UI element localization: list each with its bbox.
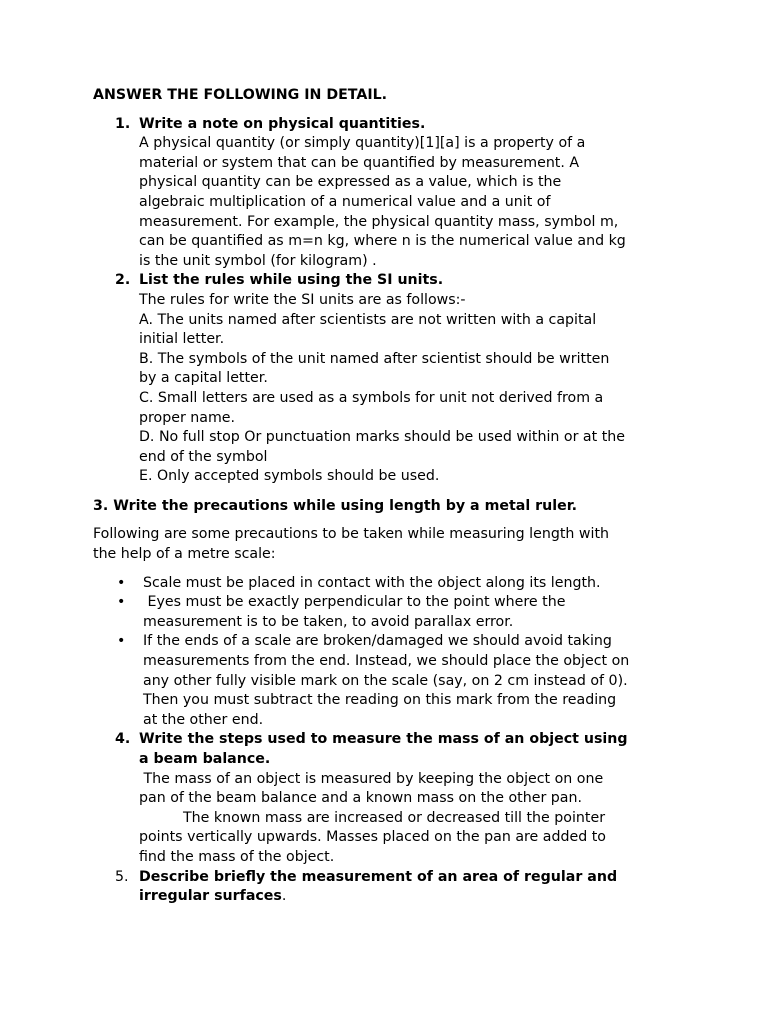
answer-line: A. The units named after scientists are not written with a capital [139, 311, 597, 328]
question-number: 1. [115, 115, 131, 132]
bullet-icon: • [117, 574, 126, 591]
answer-line: The mass of an object is measured by keeping the object on one [139, 770, 604, 787]
answer-line: D. No full stop Or punctuation marks should be used within or at the [139, 429, 625, 446]
answer-line: initial letter. [139, 331, 225, 348]
answer-line: measurement. For example, the physical quantity mass, symbol m, [139, 213, 619, 230]
precaution-list [93, 574, 683, 731]
question-title: List the rules while using the SI units. [139, 272, 444, 289]
page-heading: ANSWER THE FOLLOWING IN DETAIL. [93, 87, 388, 103]
question-number: 2. [115, 272, 131, 289]
answer-line: material or system that can be quantified by measurement. A [139, 154, 580, 171]
list-item-line: Eyes must be exactly perpendicular to the point where the [143, 594, 566, 611]
question-title: Write a note on physical quantities. [139, 115, 426, 132]
list-item-line: Then you must subtract the reading on this mark from the reading [143, 692, 617, 709]
answer-line: physical quantity can be expressed as a value, which is the [139, 174, 562, 191]
answer-line: can be quantified as m=n kg, where n is the numerical value and kg [139, 233, 626, 250]
answer-line: end of the symbol [139, 448, 268, 465]
question-5 [93, 868, 683, 907]
list-item-line: measurement is to be taken, to avoid parallax error. [143, 613, 514, 630]
question-3-intro [93, 525, 683, 564]
list-item [93, 593, 683, 632]
question-1 [93, 115, 683, 272]
answer-line: points vertically upwards. Masses placed on the pan are added to [139, 829, 606, 846]
question-title: Write the precautions while using length by a metal ruler. [113, 497, 578, 514]
question-title: Describe briefly the measurement of an area of regular and [139, 868, 618, 885]
list-item-line: at the other end. [143, 711, 264, 728]
question-number: 5. [115, 868, 129, 885]
document-page [93, 86, 683, 907]
list-item [93, 574, 683, 594]
intro-line: the help of a metre scale: [93, 546, 276, 563]
question-4 [93, 730, 683, 867]
answer-line: pan of the beam balance and a known mass on the other pan. [139, 790, 582, 807]
list-item [93, 632, 683, 730]
question-number: 4. [115, 731, 131, 748]
answer-line: proper name. [139, 409, 236, 426]
answer-line: B. The symbols of the unit named after scientist should be written [139, 350, 610, 367]
question-title: Write the steps used to measure the mass of an object using [139, 731, 628, 748]
answer-line: is the unit symbol (for kilogram) . [139, 252, 377, 269]
question-title: a beam balance. [139, 751, 271, 767]
list-item-line: measurements from the end. Instead, we should place the object on [143, 653, 630, 670]
intro-line: Following are some precautions to be taken while measuring length with [93, 526, 610, 543]
bullet-icon: • [117, 594, 126, 611]
answer-line: C. Small letters are used as a symbols for unit not derived from a [139, 389, 604, 406]
list-item-line: If the ends of a scale are broken/damaged we should avoid taking [143, 633, 612, 650]
answer-line: find the mass of the object. [139, 848, 335, 865]
trailing-period: . [281, 888, 287, 905]
question-title-line [139, 887, 683, 907]
answer-line: The known mass are increased or decreased till the pointer [183, 809, 606, 826]
question-3 [93, 497, 683, 517]
list-item-line: any other fully visible mark on the scale (say, on 2 cm instead of 0). [143, 672, 628, 689]
answer-line: E. Only accepted symbols should be used. [139, 468, 440, 485]
answer-line: by a capital letter. [139, 370, 268, 387]
question-2 [93, 271, 683, 487]
answer-line: A physical quantity (or simply quantity)[1][a] is a property of a [139, 135, 586, 152]
list-item-line: Scale must be placed in contact with the object along its length. [143, 574, 601, 591]
question-title: irregular surfaces [139, 888, 282, 905]
bullet-icon: • [117, 633, 126, 650]
answer-line: algebraic multiplication of a numerical value and a unit of [139, 193, 551, 210]
question-number: 3. [93, 497, 109, 514]
answer-line: The rules for write the SI units are as follows:- [139, 291, 466, 308]
